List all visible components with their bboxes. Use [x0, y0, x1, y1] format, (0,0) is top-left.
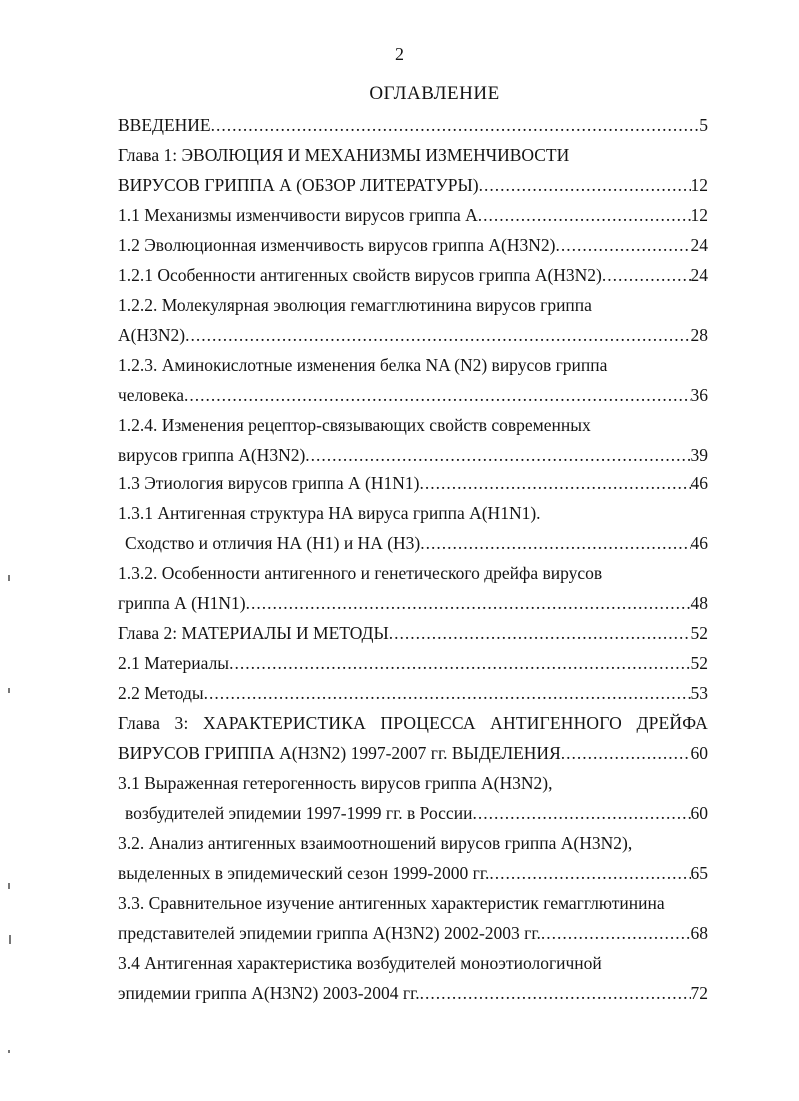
toc-entry — [118, 170, 708, 200]
toc-entry-text: 3.1 Выраженная гетерогенность вирусов гриппа A(H3N2), — [118, 773, 553, 793]
toc-entry-text: эпидемии гриппа A(H3N2) 2003-2004 гг. — [118, 983, 420, 1003]
toc-entry-text: 3.2. Анализ антигенных взаимоотношений вирусов гриппа A(H3N2), — [118, 833, 633, 853]
toc-leader-dots — [479, 170, 691, 200]
toc-entry — [118, 858, 708, 888]
toc-entry — [118, 498, 708, 528]
scan-mark — [8, 1050, 10, 1053]
toc-page-number: 72 — [690, 983, 708, 1003]
toc-entry-text: человека — [118, 385, 184, 405]
toc-entry — [118, 648, 708, 678]
toc-entry — [118, 440, 708, 470]
toc-leader-dots — [419, 468, 690, 498]
toc-leader-dots — [305, 440, 690, 470]
toc-entry — [118, 200, 708, 230]
toc-leader-dots — [229, 648, 690, 678]
toc-entry — [118, 410, 708, 440]
toc-leader-dots — [246, 588, 691, 618]
toc-page-number: 48 — [690, 593, 708, 613]
toc-entry — [118, 558, 708, 588]
toc-entry — [118, 828, 708, 858]
toc-leader-dots — [204, 678, 691, 708]
toc-entry — [125, 798, 708, 828]
toc-leader-dots — [472, 798, 690, 828]
toc-entry-text: 2.1 Материалы — [118, 653, 230, 673]
toc-entry-text: 2.2 Методы — [118, 683, 204, 703]
toc-entry — [118, 468, 708, 498]
toc-leader-dots — [184, 380, 691, 410]
toc-entry-text: ВИРУСОВ ГРИППА A(H3N2) 1997-2007 гг. ВЫДЕЛЕНИЯ — [118, 743, 561, 763]
toc-entry-text: 1.2.3. Аминокислотные изменения белка NA (N2) вирусов гриппа — [118, 355, 608, 375]
toc-title: ОГЛАВЛЕНИЕ — [369, 83, 500, 104]
toc-page-number: 28 — [690, 325, 708, 345]
toc-page-number: 60 — [690, 743, 708, 763]
toc-page-number: 12 — [690, 205, 708, 225]
scan-mark — [8, 688, 10, 693]
toc-entry — [118, 350, 708, 380]
toc-entry — [118, 768, 708, 798]
toc-page-number: 53 — [690, 683, 708, 703]
toc-entry-text: 3.3. Сравнительное изучение антигенных характеристик гемагглютинина — [118, 893, 665, 913]
toc-entry — [118, 888, 708, 918]
toc-entry — [118, 618, 708, 648]
toc-entry — [118, 588, 708, 618]
toc-page-number: 24 — [690, 235, 708, 255]
toc-page-number: 65 — [690, 863, 708, 883]
toc-entry — [118, 290, 708, 320]
toc-entry-text: вирусов гриппа A(H3N2) — [118, 445, 306, 465]
toc-leader-dots — [602, 260, 691, 290]
toc-entry-text: Глава 2: МАТЕРИАЛЫ И МЕТОДЫ — [118, 623, 389, 643]
toc-entry-text: 1.1 Механизмы изменчивости вирусов гриппа А — [118, 205, 478, 225]
toc-page-number: 12 — [690, 175, 708, 195]
toc-entry — [118, 110, 708, 140]
toc-page-number: 5 — [699, 115, 708, 135]
toc-entry — [118, 678, 708, 708]
toc-leader-dots — [389, 618, 691, 648]
toc-leader-dots — [211, 110, 700, 140]
toc-entry — [118, 738, 708, 768]
toc-entry — [118, 230, 708, 260]
toc-entry — [118, 708, 708, 738]
toc-leader-dots — [420, 978, 691, 1008]
toc-entry-text: 3.4 Антигенная характеристика возбудителей моноэтиологичной — [118, 953, 602, 973]
toc-entry-text: гриппа А (H1N1) — [118, 593, 246, 613]
toc-entry — [118, 948, 708, 978]
toc-entry — [118, 380, 708, 410]
toc-leader-dots — [489, 858, 690, 888]
toc-page-number: 39 — [690, 445, 708, 465]
toc-entry-text: выделенных в эпидемический сезон 1999-2000 гг. — [118, 863, 490, 883]
toc-page-number: 52 — [690, 623, 708, 643]
toc-entry — [118, 918, 708, 948]
toc-entry-text: A(H3N2) — [118, 325, 186, 345]
toc-entry-text: 1.3 Этиология вирусов гриппа А (H1N1) — [118, 473, 420, 493]
toc-entry-text: Сходство и отличия НА (H1) и НА (Н3) — [125, 533, 421, 553]
scan-mark — [8, 575, 10, 581]
toc-leader-dots — [185, 320, 690, 350]
toc-entry-text: ВВЕДЕНИЕ — [118, 115, 211, 135]
toc-page-number: 52 — [690, 653, 708, 673]
toc-entry-text: 1.3.2. Особенности антигенного и генетического дрейфа вирусов — [118, 563, 603, 583]
toc-leader-dots — [541, 918, 691, 948]
toc-page-number: 46 — [690, 533, 708, 553]
toc-page-number: 24 — [690, 265, 708, 285]
toc-entry-text: 1.2.2. Молекулярная эволюция гемагглютинина вирусов гриппа — [118, 295, 592, 315]
toc-page-number: 60 — [690, 803, 708, 823]
toc-entry-text: 1.3.1 Антигенная структура НА вируса гриппа A(H1N1). — [118, 503, 541, 523]
toc-entry-text: 1.2.1 Особенности антигенных свойств вирусов гриппа A(H3N2) — [118, 265, 602, 285]
toc-leader-dots — [478, 200, 691, 230]
toc-entry-text: возбудителей эпидемии 1997-1999 гг. в России — [125, 803, 473, 823]
toc-leader-dots — [420, 528, 690, 558]
toc-entry-text: ВИРУСОВ ГРИППА А (ОБЗОР ЛИТЕРАТУРЫ) — [118, 175, 479, 195]
toc-entry — [118, 260, 708, 290]
toc-entry-text: Глава 1: ЭВОЛЮЦИЯ И МЕХАНИЗМЫ ИЗМЕНЧИВОСТИ — [118, 145, 570, 165]
scan-mark — [9, 935, 11, 944]
toc-entry — [118, 320, 708, 350]
toc-leader-dots — [555, 230, 690, 260]
toc-entry — [118, 978, 708, 1008]
toc-entry-text: Глава 3: ХАРАКТЕРИСТИКА ПРОЦЕССА АНТИГЕННОГО ДРЕЙФА — [118, 713, 708, 733]
toc-entry — [125, 528, 708, 558]
toc-entry-text: 1.2 Эволюционная изменчивость вирусов гриппа A(H3N2) — [118, 235, 556, 255]
toc-entry-text: 1.2.4. Изменения рецептор-связывающих свойств современных — [118, 415, 591, 435]
page-number: 2 — [395, 44, 404, 64]
toc-entry-text: представителей эпидемии гриппа A(H3N2) 2002-2003 гг. — [118, 923, 541, 943]
toc-leader-dots — [561, 738, 691, 768]
toc-entry — [118, 140, 708, 170]
toc-page-number: 36 — [690, 385, 708, 405]
toc-page-number: 68 — [690, 923, 708, 943]
scan-mark — [8, 883, 10, 889]
toc-page-number: 46 — [690, 473, 708, 493]
